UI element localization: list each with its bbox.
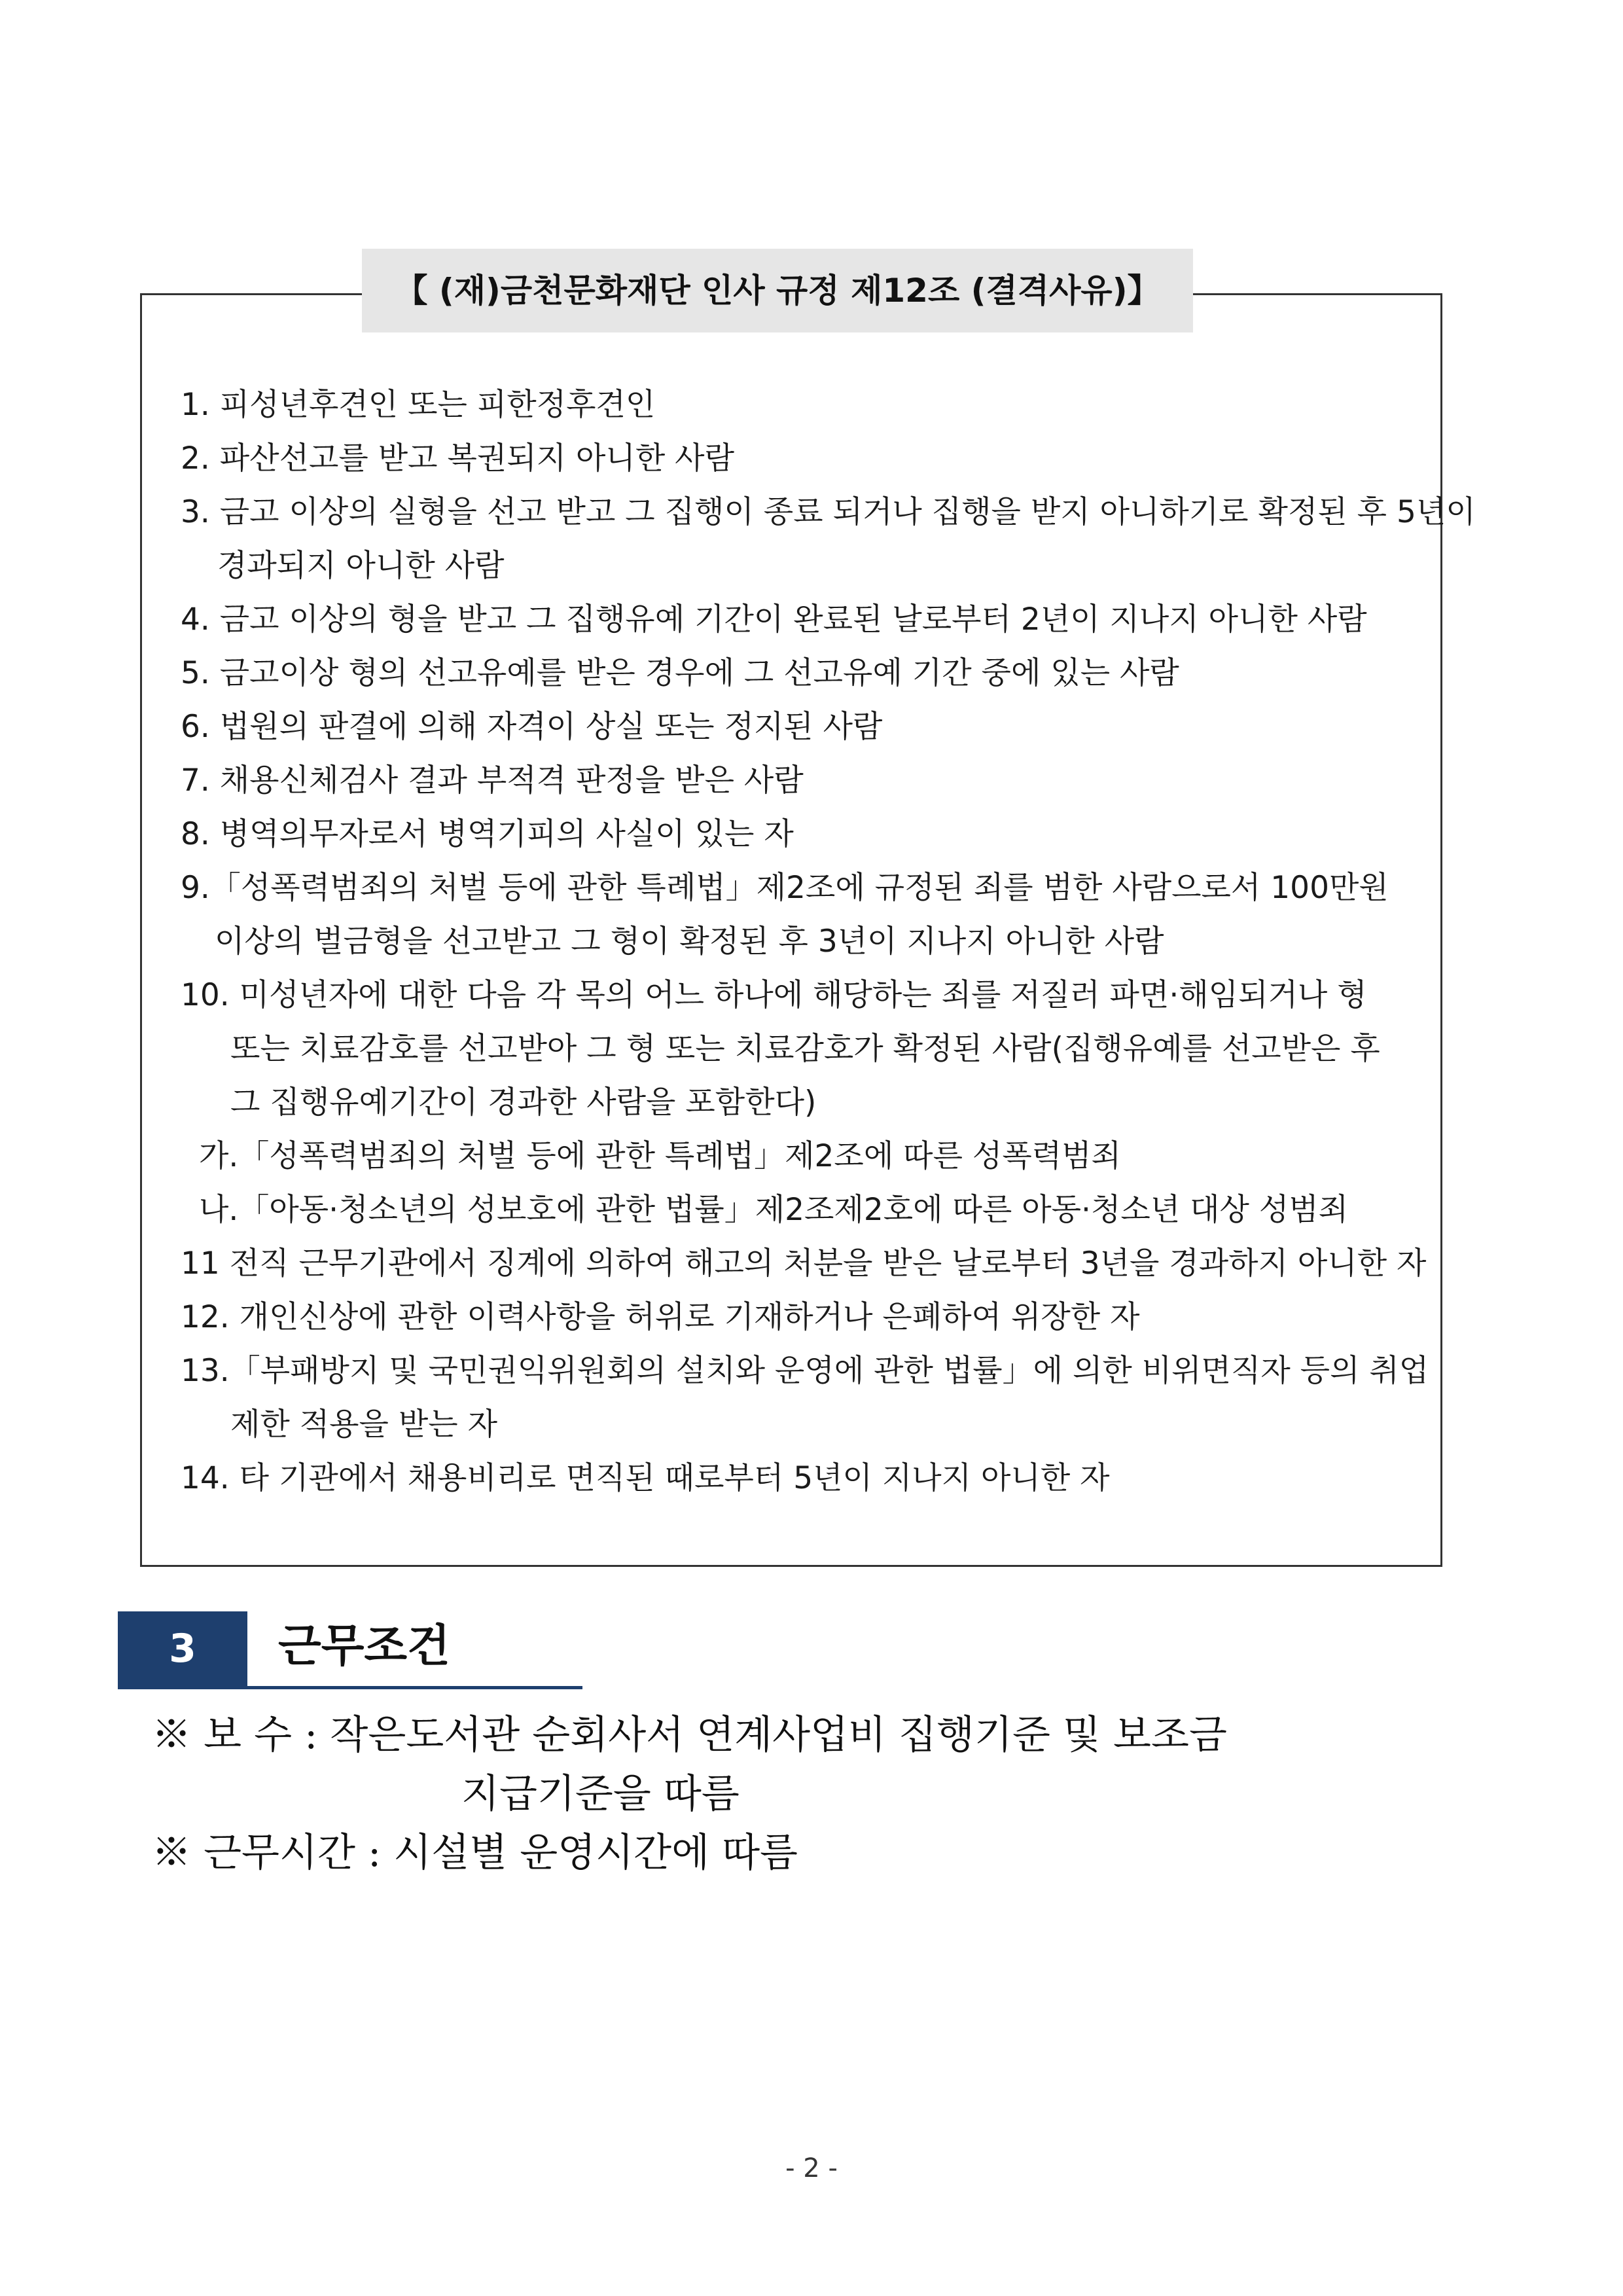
list-item-continuation: 또는 치료감호를 선고받아 그 형 또는 치료감호가 확정된 사람(집행유예를 선고받은 후 bbox=[230, 1031, 1380, 1067]
list-item-continuation: 제한 적용을 받는 자 bbox=[230, 1407, 498, 1443]
page-number: - 2 - bbox=[785, 2153, 838, 2183]
list-item: 8. 병역의무자로서 병역기피의 사실이 있는 자 bbox=[181, 816, 794, 852]
list-item: 9.「성폭력범죄의 처벌 등에 관한 특례법」제2조에 규정된 죄를 범한 사람으로서 100만원 bbox=[181, 870, 1389, 906]
list-item-continuation: 그 집행유예기간이 경과한 사람을 포함한다) bbox=[230, 1085, 817, 1121]
box-title: 【 (재)금천문화재단 인사 규정 제12조 (결격사유)】 bbox=[362, 249, 1193, 332]
section-divider bbox=[118, 1686, 582, 1689]
list-item-continuation: 이상의 벌금형을 선고받고 그 형이 확정된 후 3년이 지나지 아니한 사람 bbox=[215, 924, 1164, 960]
list-item: 7. 채용신체검사 결과 부적격 판정을 받은 사람 bbox=[181, 762, 804, 798]
list-item-continuation: 경과되지 아니한 사람 bbox=[217, 548, 505, 584]
list-item: 13.「부패방지 및 국민권익위원회의 설치와 운영에 관한 법률」에 의한 비위면직자 등의 취업 bbox=[181, 1353, 1429, 1389]
list-subitem: 가.「성폭력범죄의 처벌 등에 관한 특례법」제2조에 따른 성폭력범죄 bbox=[199, 1138, 1121, 1174]
pay-condition-continuation: 지급기준을 따름 bbox=[461, 1771, 740, 1817]
list-subitem: 나.「아동·청소년의 성보호에 관한 법률」제2조제2호에 따른 아동·청소년 대상 성범죄 bbox=[199, 1192, 1349, 1228]
list-item: 12. 개인신상에 관한 이력사항을 허위로 기재하거나 은폐하여 위장한 자 bbox=[181, 1299, 1140, 1335]
list-item: 14. 타 기관에서 채용비리로 면직된 때로부터 5년이 지나지 아니한 자 bbox=[181, 1460, 1110, 1496]
section-number: 3 bbox=[118, 1611, 247, 1687]
hours-condition: ※ 근무시간 : 시설별 운영시간에 따름 bbox=[152, 1830, 798, 1876]
section-title: 근무조건 bbox=[278, 1621, 450, 1672]
list-item: 11 전직 근무기관에서 징계에 의하여 해고의 처분을 받은 날로부터 3년을 경과하지 아니한 자 bbox=[181, 1246, 1427, 1282]
list-item: 4. 금고 이상의 형을 받고 그 집행유예 기간이 완료된 날로부터 2년이 지나지 아니한 사람 bbox=[181, 601, 1367, 637]
disqualification-list bbox=[181, 378, 1476, 1505]
list-item: 10. 미성년자에 대한 다음 각 목의 어느 하나에 해당하는 죄를 저질러 파면·해임되거나 형 bbox=[181, 977, 1367, 1013]
list-item: 3. 금고 이상의 실형을 선고 받고 그 집행이 종료 되거나 집행을 받지 아니하기로 확정된 후 5년이 bbox=[181, 494, 1476, 530]
list-item: 2. 파산선고를 받고 복권되지 아니한 사람 bbox=[181, 440, 734, 476]
list-item: 1. 피성년후견인 또는 피한정후견인 bbox=[181, 387, 656, 423]
list-item: 6. 법원의 판결에 의해 자격이 상실 또는 정지된 사람 bbox=[181, 709, 883, 745]
list-item: 5. 금고이상 형의 선고유예를 받은 경우에 그 선고유예 기간 중에 있는 사람 bbox=[181, 655, 1179, 691]
pay-condition: ※ 보 수 : 작은도서관 순회사서 연계사업비 집행기준 및 보조금 bbox=[152, 1712, 1227, 1758]
